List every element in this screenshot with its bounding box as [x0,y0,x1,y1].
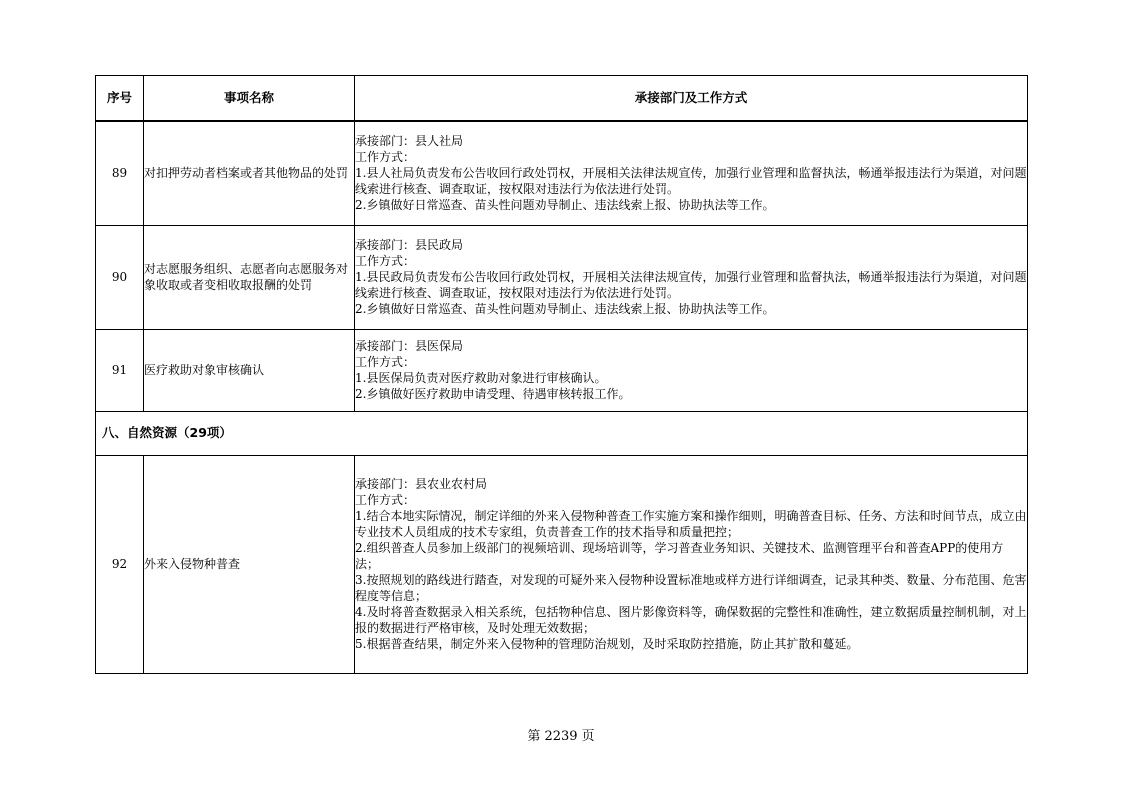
work-table [95,75,1028,674]
method-line: 5.根据普查结果，制定外来入侵物种的管理防治规划，及时采取防控措施，防止其扩散和蔓延。 [355,637,859,651]
method-line: 承接部门：县人社局 [355,134,464,149]
method-line: 2.乡镇做好日常巡查、苗头性问题劝导制止、违法线索上报、协助执法等工作。 [355,302,775,316]
method-line: 工作方式： [355,355,416,369]
method-line: 承接部门：县农业农村局 [355,477,488,491]
method-cell [355,455,1028,673]
method-line: 2.组织普查人员参加上级部门的视频培训、现场培训等，学习普查业务知识、关键技术、监测管理平台和普查APP的使用方法； [355,541,1004,571]
method-line: 承接部门：县医保局 [355,339,464,353]
method-line: 工作方式： [355,493,416,507]
method-line: 工作方式： [355,254,416,268]
item-name: 对扣押劳动者档案或者其他物品的处罚 [144,121,355,225]
method-line: 2.乡镇做好日常巡查、苗头性问题劝导制止、违法线索上报、协助执法等工作。 [355,198,775,213]
table-row [96,121,1028,225]
method-line: 1.县医保局负责对医疗救助对象进行审核确认。 [355,371,607,385]
method-cell [355,225,1028,329]
table-row [96,329,1028,411]
page-number: 第 2239 页 [527,729,595,744]
item-name: 外来入侵物种普查 [144,455,355,673]
method-cell [355,329,1028,411]
header-no: 序号 [96,76,144,122]
table-row [96,455,1028,673]
method-cell [355,121,1028,225]
method-line: 工作方式： [355,150,416,165]
section-title: 八、自然资源（29项） [96,411,1028,455]
item-name: 医疗救助对象审核确认 [144,329,355,411]
method-line: 3.按照规划的路线进行踏查，对发现的可疑外来入侵物种设置标准地或样方进行详细调查，记录其种类、数量、分布范围、危害程度等信息； [355,573,1027,603]
method-line: 1.县民政局负责发布公告收回行政处罚权，开展相关法律法规宣传，加强行业管理和监督执法，畅通举报违法行为渠道，对问题线索进行核查、调查取证，按权限对违法行为依法进行处罚。 [355,270,1027,300]
method-line: 2.乡镇做好医疗救助申请受理、待遇审核转报工作。 [355,387,631,401]
row-number: 91 [96,329,144,411]
table-header-row [96,76,1028,122]
header-name: 事项名称 [144,76,355,122]
method-line: 承接部门：县民政局 [355,238,464,252]
method-line: 1.结合本地实际情况，制定详细的外来入侵物种普查工作实施方案和操作细则，明确普查目标、任务、方法和时间节点，成立由专业技术人员组成的技术专家组，负责普查工作的技术指导和质量把控； [355,509,1027,539]
table-row [96,225,1028,329]
row-number: 92 [96,455,144,673]
method-line: 4.及时将普查数据录入相关系统，包括物种信息、图片影像资料等，确保数据的完整性和准确性，建立数据质量控制机制，对上报的数据进行严格审核，及时处理无效数据； [355,605,1027,635]
section-row [96,411,1028,455]
method-line: 1.县人社局负责发布公告收回行政处罚权，开展相关法律法规宣传，加强行业管理和监督执法，畅通举报违法行为渠道，对问题线索进行核查、调查取证，按权限对违法行为依法进行处罚。 [355,166,1027,197]
row-number: 90 [96,225,144,329]
header-method: 承接部门及工作方式 [355,76,1028,122]
item-name: 对志愿服务组织、志愿者向志愿服务对象收取或者变相收取报酬的处罚 [144,225,355,329]
row-number: 89 [96,121,144,225]
